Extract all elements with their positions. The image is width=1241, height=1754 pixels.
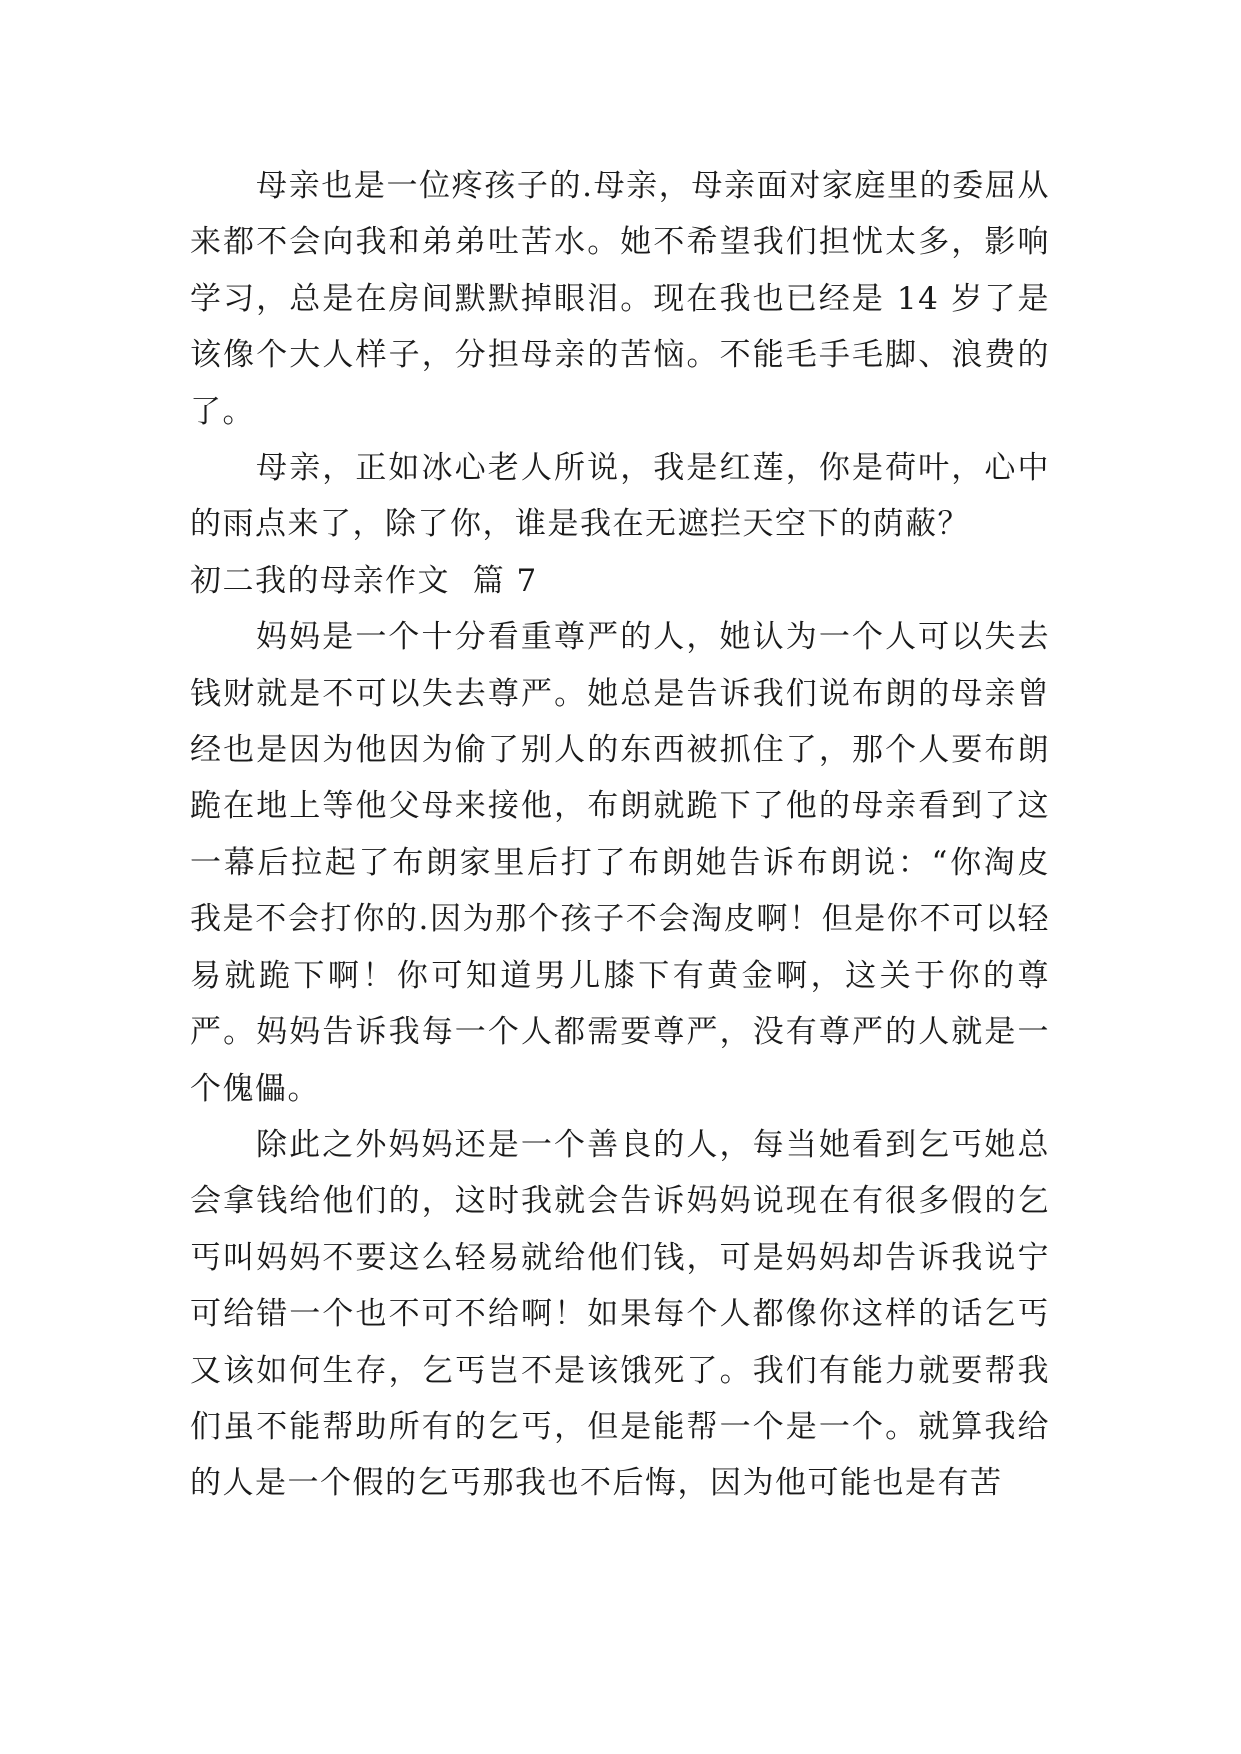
paragraph-dignity: 妈妈是一个十分看重尊严的人，她认为一个人可以失去钱财就是不可以失去尊严。她总是告诉我们说布朗的母亲曾经也是因为他因为偷了别人的东西被抓住了，那个人要布朗跪在地上等他父母来接他，布朗就跪下了他的母亲看到了这一幕后拉起了布朗家里后打了布朗她告诉布朗说：“你淘皮我是不会打你的.因为那个孩子不会淘皮啊！但是你不可以轻易就跪下啊！你可知道男儿膝下有黄金啊，这关于你的尊严。妈妈告诉我每一个人都需要尊严，没有尊严的人就是一个傀儡。	[190, 619, 1050, 1107]
paragraph-kindness: 除此之外妈妈还是一个善良的人，每当她看到乞丐她总会拿钱给他们的，这时我就会告诉妈妈说现在有很多假的乞丐叫妈妈不要这么轻易就给他们钱，可是妈妈却告诉我说宁可给错一个也不可不给啊！如果每个人都像你这样的话乞丐又该如何生存，乞丐岂不是该饿死了。我们有能力就要帮我们虽不能帮助所有的乞丐，但是能帮一个是一个。就算我给的人是一个假的乞丐那我也不后悔，因为他可能也是有苦	[190, 1126, 1050, 1502]
paragraph-mother-grievances: 母亲也是一位疼孩子的.母亲，母亲面对家庭里的委屈从来都不会向我和弟弟吐苦水。她不希望我们担忧太多，影响学习，总是在房间默默掉眼泪。现在我也已经是 14 岁了是该像个大人样子，分担母亲的苦恼。不能毛手毛脚、浪费的了。	[190, 168, 1050, 430]
document-body	[190, 158, 1050, 1512]
paragraph-bingxin-quote: 母亲，正如冰心老人所说，我是红莲，你是荷叶，心中的雨点来了，除了你，谁是我在无遮拦天空下的荫蔽？	[190, 450, 1050, 543]
section-heading: 初二我的母亲作文 篇 7	[190, 562, 538, 599]
